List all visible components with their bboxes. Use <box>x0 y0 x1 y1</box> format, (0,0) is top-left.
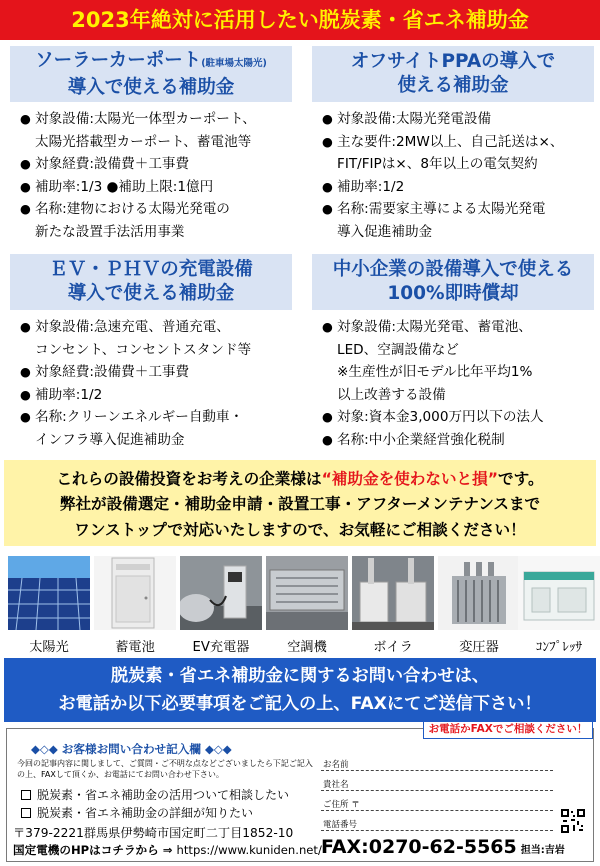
contact-line2: お電話か以下必要事項をご記入の上、FAXにてご送信下さい！ <box>58 694 542 714</box>
homepage-line <box>13 842 322 858</box>
photo-ev-charger <box>180 556 262 655</box>
card-title-small: (駐車場太陽光) <box>201 57 267 69</box>
card-title-line2: 使える補助金 <box>397 75 509 96</box>
card-item: ● 名称:中小企業経営強化税制 <box>322 429 594 452</box>
header-banner: 2023年絶対に活用したい脱炭素・省エネ補助金 <box>0 0 600 40</box>
appeal-highlight: “補助金を使わないと損” <box>321 470 498 488</box>
card-item: ● 対象経費:設備費＋工事費 <box>20 153 292 176</box>
photo-label: 空調機 <box>287 640 327 655</box>
card-title-line1: オフサイトPPAの導入で <box>350 51 556 72</box>
card-items <box>312 310 594 451</box>
photo-transformer <box>438 556 520 655</box>
card-title-line1: ソーラーカーポート <box>35 49 202 71</box>
card-title <box>10 254 292 310</box>
photo-label: 変圧器 <box>459 640 499 655</box>
card-items <box>10 102 292 243</box>
aircon-image <box>266 556 348 630</box>
card-offsite-ppa <box>312 46 594 243</box>
card-item: ● 補助率:1/2 <box>20 384 292 407</box>
transformer-image <box>438 556 520 630</box>
photo-label: ボイラ <box>373 640 413 655</box>
card-sme-depreciation <box>312 254 594 451</box>
photo-compressor <box>518 556 600 655</box>
checkbox-consult[interactable] <box>21 786 289 803</box>
contact-banner <box>4 658 596 722</box>
photo-label: ｺﾝﾌﾟﾚｯｻ <box>535 640 583 655</box>
photo-label: EV充電器 <box>192 640 250 655</box>
card-item: LED、空調設備など <box>337 341 459 358</box>
card-items <box>312 102 594 243</box>
card-item: ● 対象設備:太陽光発電、蓄電池、 <box>322 316 594 339</box>
card-items <box>10 310 292 451</box>
compressor-image <box>518 556 600 630</box>
appeal-line1-pre: これらの設備投資をお考えの企業様は <box>56 470 322 488</box>
card-ev-charger <box>10 254 292 451</box>
card-item: 太陽光搭載型カーポート、蓄電池等 <box>35 133 252 150</box>
solar-panel-image <box>8 556 90 630</box>
fax-text: FAX:0270-62-5565 <box>321 836 517 858</box>
company-field[interactable]: 貴社名 <box>321 771 553 791</box>
card-item: ● 補助率:1/2 <box>322 176 594 199</box>
homepage-label: 国定電機のHPはコチラから ⇒ <box>13 843 177 857</box>
name-field[interactable]: お名前 <box>321 751 553 771</box>
homepage-link[interactable]: https://www.kuniden.net/ <box>176 843 322 857</box>
card-item: ● 名称:クリーンエネルギー自動車・ <box>20 406 292 429</box>
checkbox-details[interactable] <box>21 804 253 821</box>
appeal-line1-post: です。 <box>498 470 544 488</box>
photo-aircon <box>266 556 348 655</box>
card-item: ● 対象:資本金3,000万円以下の法人 <box>322 406 594 429</box>
address-field[interactable]: ご住所 〒 <box>321 791 553 811</box>
checkbox-label: 脱炭素・省エネ補助金の詳細が知りたい <box>37 806 254 820</box>
phone-fax-badge: お電話かFAXでご相談ください！ <box>423 721 593 739</box>
appeal-line3: ワンストップで対応いたしますので、お気軽にご相談ください！ <box>74 521 526 539</box>
card-item: FIT/FIPは×、8年以上の電気契約 <box>337 156 538 172</box>
card-title-line2: 導入で使える補助金 <box>67 76 235 98</box>
form-heading: ◆◇◆ お客様お問い合わせ記入欄 ◆◇◆ <box>31 742 232 756</box>
phone-field[interactable]: 電話番号 <box>321 811 553 831</box>
card-title-line2: 100%即時償却 <box>387 283 519 304</box>
qr-code-icon <box>561 809 585 833</box>
contact-person: 担当:吉岩 <box>520 845 565 856</box>
card-item: 導入促進補助金 <box>337 223 433 240</box>
card-item: ※生産性が旧モデル比年平均1% <box>337 364 533 380</box>
fax-number <box>321 836 565 858</box>
card-solar-carport <box>10 46 292 243</box>
card-title-line1: ＥＶ・ＰＨＶの充電設備 <box>49 259 253 280</box>
card-title <box>312 46 594 102</box>
card-title-line1: 中小企業の設備導入で使える <box>332 259 574 280</box>
card-item: コンセント、コンセントスタンド等 <box>35 341 252 358</box>
card-item: ● 名称:建物における太陽光発電の <box>20 198 292 221</box>
card-title <box>10 46 292 102</box>
card-item: ● 主な要件:2MW以上、自己託送は×、 <box>322 131 594 154</box>
card-item: ● 対象設備:太陽光一体型カーポート、 <box>20 108 292 131</box>
equipment-photos <box>0 556 600 656</box>
appeal-line2: 弊社が設備選定・補助金申請・設置工事・アフターメンテナンスまで <box>59 495 541 513</box>
card-title <box>312 254 594 310</box>
ev-charger-image <box>180 556 262 630</box>
photo-label: 蓄電池 <box>115 640 155 655</box>
card-item: インフラ導入促進補助金 <box>35 431 185 448</box>
contact-line1: 脱炭素・省エネ補助金に関するお問い合わせは、 <box>110 666 490 686</box>
form-note: 今回の記事内容に関しまして、ご質問・ご不明な点などございましたら下記ご記入の上、FAXして頂くか、お電話にてお問い合わせ下さい。 <box>17 759 313 779</box>
card-item: ● 対象設備:太陽光発電設備 <box>322 108 594 131</box>
appeal-line1 <box>4 467 596 491</box>
card-item: 新たな設置手法活用事業 <box>35 223 185 240</box>
company-address: 〒379-2221群馬県伊勢崎市国定町二丁目1852-10 <box>13 826 294 840</box>
checkbox-label: 脱炭素・省エネ補助金の活用ついて相談したい <box>37 788 290 802</box>
card-item: 以上改善する設備 <box>337 386 446 403</box>
card-title-line2: 導入で使える補助金 <box>67 283 235 304</box>
photo-solar <box>8 556 90 655</box>
form-fields <box>321 751 553 831</box>
photo-battery <box>94 556 176 655</box>
card-item: ● 対象経費:設備費＋工事費 <box>20 361 292 384</box>
battery-image <box>94 556 176 630</box>
card-item: ● 補助率:1/3 ●補助上限:1億円 <box>20 176 292 199</box>
inquiry-form <box>6 723 594 862</box>
appeal-box <box>4 460 596 546</box>
checkbox-icon[interactable] <box>21 790 31 800</box>
photo-label: 太陽光 <box>29 640 69 655</box>
photo-boiler <box>352 556 434 655</box>
boiler-image <box>352 556 434 630</box>
card-item: ● 対象設備:急速充電、普通充電、 <box>20 316 292 339</box>
card-item: ● 名称:需要家主導による太陽光発電 <box>322 198 594 221</box>
checkbox-icon[interactable] <box>21 808 31 818</box>
